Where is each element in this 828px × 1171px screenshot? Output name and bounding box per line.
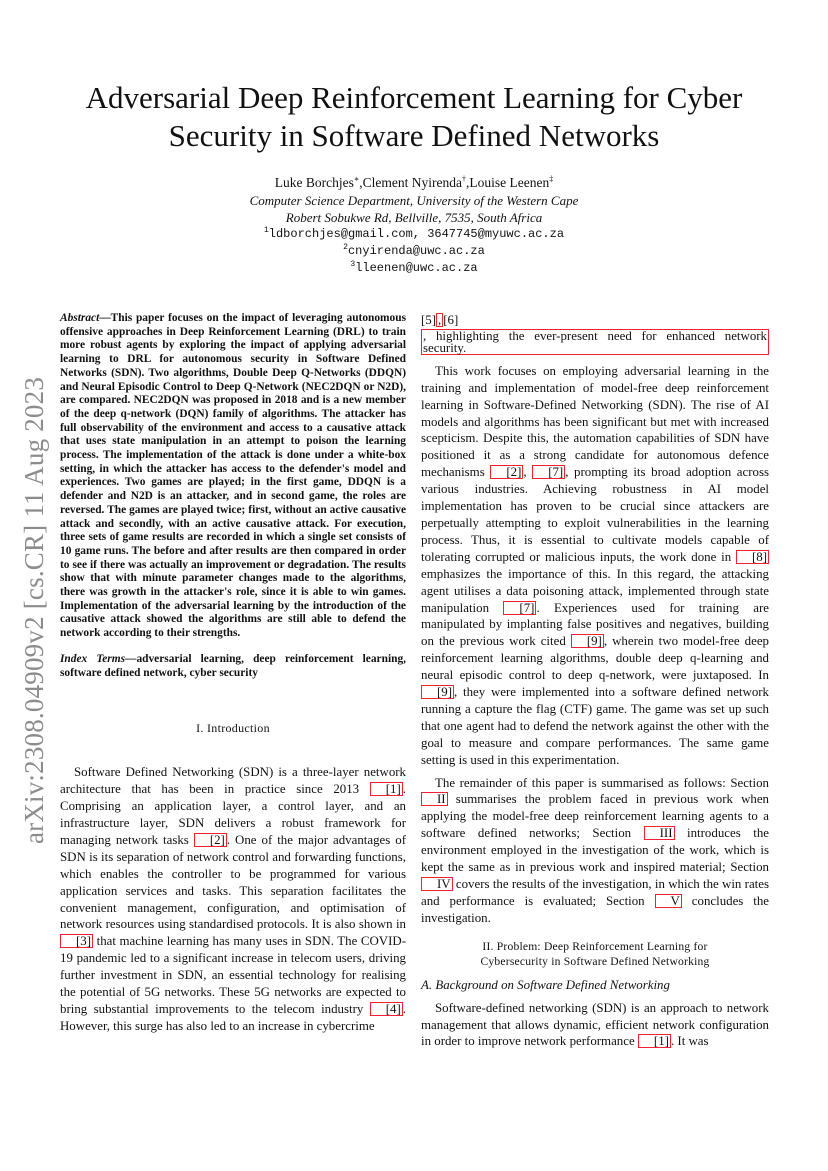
citation-link[interactable]: [7] xyxy=(532,465,565,479)
citation-link[interactable]: , xyxy=(438,313,442,327)
paragraph: This work focuses on employing adversarial learning in the training and implementation of model-free deep reinforcement learning in Software-Defined Networking (SDN). The rise of AI models and algorithms has been significant but met with increased scepticism. Despite this, the automation capabilities of SDN have positioned it as a strong candidate for autonomous defence mechanisms [2] , [7] , prompting its broad adoption across various industries. Achieving robustness in AI model implementation has proven to be crucial since attackers are perpetually attempting to exploit vulnerabilities in the learning process. Thus, it is essential to cultivate models capable of tolerating corrupted or malicious inputs, the work done in [8] emphasizes the importance of this. In this regard, the attacking agent utilises a data poisoning attack, implemented through state manipulation [7] . Experiences used for training are manipulated by implanting false positives and negatives, building on the previous work cited [9] , wherein two model-free deep reinforcement learning algorithms, double deep q-learning and neural episodic control to deep q-network, were juxtaposed. In [9] , they were implemented into a software defined network running a capture the flag (CTF) game. The game was set up such that one agent had to defend the network against the other with the goal to measure and compare performances. The same game setting is used in this experimentation. xyxy=(421,363,770,767)
author-list: Luke Borchjes∗,Clement Nyirenda†,Louise Leenen‡ xyxy=(274,174,554,190)
section-link[interactable]: V xyxy=(655,894,682,908)
citation-link[interactable]: [2] xyxy=(194,833,227,847)
email-mark: 3 xyxy=(350,260,356,269)
citation-link[interactable]: [3] xyxy=(60,934,93,948)
email-mark: 1 xyxy=(263,226,269,235)
section-heading-problem: II. Problem: Deep Reinforcement Learning for Cybersecurity in Software Defined Networking xyxy=(480,939,710,968)
section-heading-introduction: I. Introduction xyxy=(196,721,270,736)
author-mark: † xyxy=(462,174,467,184)
author-email: $^1$ldborchjes@gmail.com, 3647745@myuwc.ac.za xyxy=(263,226,565,241)
section-link[interactable]: IV xyxy=(421,877,453,891)
left-column xyxy=(60,312,406,1041)
affiliation-address: Robert Sobukwe Rd, Bellville, 7535, South Africa xyxy=(285,210,543,225)
citation-link[interactable]: [8] xyxy=(736,550,769,564)
author-mark: ‡ xyxy=(549,174,554,184)
author-email: $^2$cnyirenda@uwc.ac.za xyxy=(343,243,485,258)
arxiv-stamp xyxy=(19,360,51,860)
paragraph: The remainder of this paper is summarised as follows: Section II summarises the problem faced in previous work when applying the model-free deep reinforcement learning agents to a software defined networks; Section III introduces the environment employed in the investigation of the work, which is kept the same as in previous work and inspired material; Section IV covers the results of the investigation, in which the win rates and performance is evaluated; Section V concludes the investigation. xyxy=(421,775,769,925)
citation-link[interactable]: [1] xyxy=(638,1034,671,1048)
author-email: $^3$lleenen@uwc.ac.za xyxy=(350,260,478,275)
paragraph-continued: [5] ,[6], highlighting the ever-present need for enhanced network security. xyxy=(421,313,767,355)
abstract: Abstract—This paper focuses on the impact of leveraging autonomous offensive approaches in Deep Reinforcement Learning (DRL) to train more robust agents by exploring the impact of applying adversarial learning to DRL for autonomous security in Software Defined Networks (SDN). Two algorithms, Double Deep Q-Networks (DDQN) and Neural Episodic Control to Deep Q-Network (NEC2DQN or N2D), are compared. NEC2DQN was proposed in 2018 and is a new member of the deep q-network (DQN) family of algorithms. The attacker has full observability of the environment and access to a causative attack that uses state manipulation in an attempt to poison the learning process. The implementation of the attack is done under a white-box setting, in which the attacker has access to the defender's model and experiences. Two games are played; in the first game, DDQN is a defender and N2D is an attacker, and in second game, the roles are reversed. The games are played twice; first, without an active causative attack and secondly, with an active causative attack. For execution, three sets of game results are recorded in which a single set consists of 10 game runs. The before and after results are then compared in order to see if there was actually an improvement or degradation. The results show that with minute parameter changes made to the algorithms, there was growth in the attacker's role, since it is able to win games. Implementation of the adversarial learning by the introduction of the causative attack showed the algorithms are still able to defend the network according to their strengths. xyxy=(60,312,406,640)
email-mark: 2 xyxy=(343,243,348,252)
subsection-heading: A. Background on Software Defined Networking xyxy=(421,977,670,992)
citation-link[interactable]: [2] xyxy=(490,465,523,479)
author-name: Luke Borchjes xyxy=(274,175,354,190)
paper-title: Adversarial Deep Reinforcement Learning for Cyber Security in Software Defined Networks xyxy=(85,80,743,153)
citation-link[interactable]: [9] xyxy=(571,634,604,648)
section-link[interactable]: III xyxy=(644,826,675,840)
section-link[interactable]: II xyxy=(421,792,448,806)
citation-link[interactable]: , highlighting the ever-present need for enhanced network security. xyxy=(423,328,767,355)
author-mark: ∗ xyxy=(353,174,360,184)
author-name: Louise Leenen xyxy=(469,175,550,190)
paragraph: Software Defined Networking (SDN) is a three-layer network architecture that has been in practice since 2013 [1] . Comprising an application layer, a control layer, and an infrastructure layer, SDN delivers a robust framework for managing network tasks [2] . One of the major advantages of SDN is its separation of network control and forwarding functions, which enables the controller to be programmed for various application services and tasks. This separation facilitates the convenient management, configuration, and optimisation of network resources using standardised protocols. It is also shown in [3] that machine learning has many uses in SDN. The COVID-19 pandemic led to a significant increase in telecom users, driving further investment in SDN, an essential technology for realising the potential of 5G networks. These 5G networks are expected to bring substantial improvements to the telecom industry [4] . However, this surge has also led to an increase in cybercrime xyxy=(60,765,406,1033)
citation-link[interactable]: [9] xyxy=(421,685,454,699)
paragraph: Software-defined networking (SDN) is an approach to network management that allows dynamic, efficient network configuration in order to improve network performance [1] . It was xyxy=(421,1000,769,1049)
citation-link[interactable]: [4] xyxy=(370,1002,403,1016)
author-name: Clement Nyirenda xyxy=(362,175,463,190)
index-terms: Index Terms—adversarial learning, deep reinforcement learning, software defined network, cyber security xyxy=(60,652,406,679)
citation-link[interactable]: [7] xyxy=(503,601,536,615)
arxiv-stamp-text: arXiv:2308.04909v2 [cs.CR] 11 Aug 2023 xyxy=(19,376,50,844)
right-column xyxy=(421,312,769,1056)
affiliation-department: Computer Science Department, University of the Western Cape xyxy=(249,193,579,208)
citation-link[interactable]: [1] xyxy=(370,782,403,796)
